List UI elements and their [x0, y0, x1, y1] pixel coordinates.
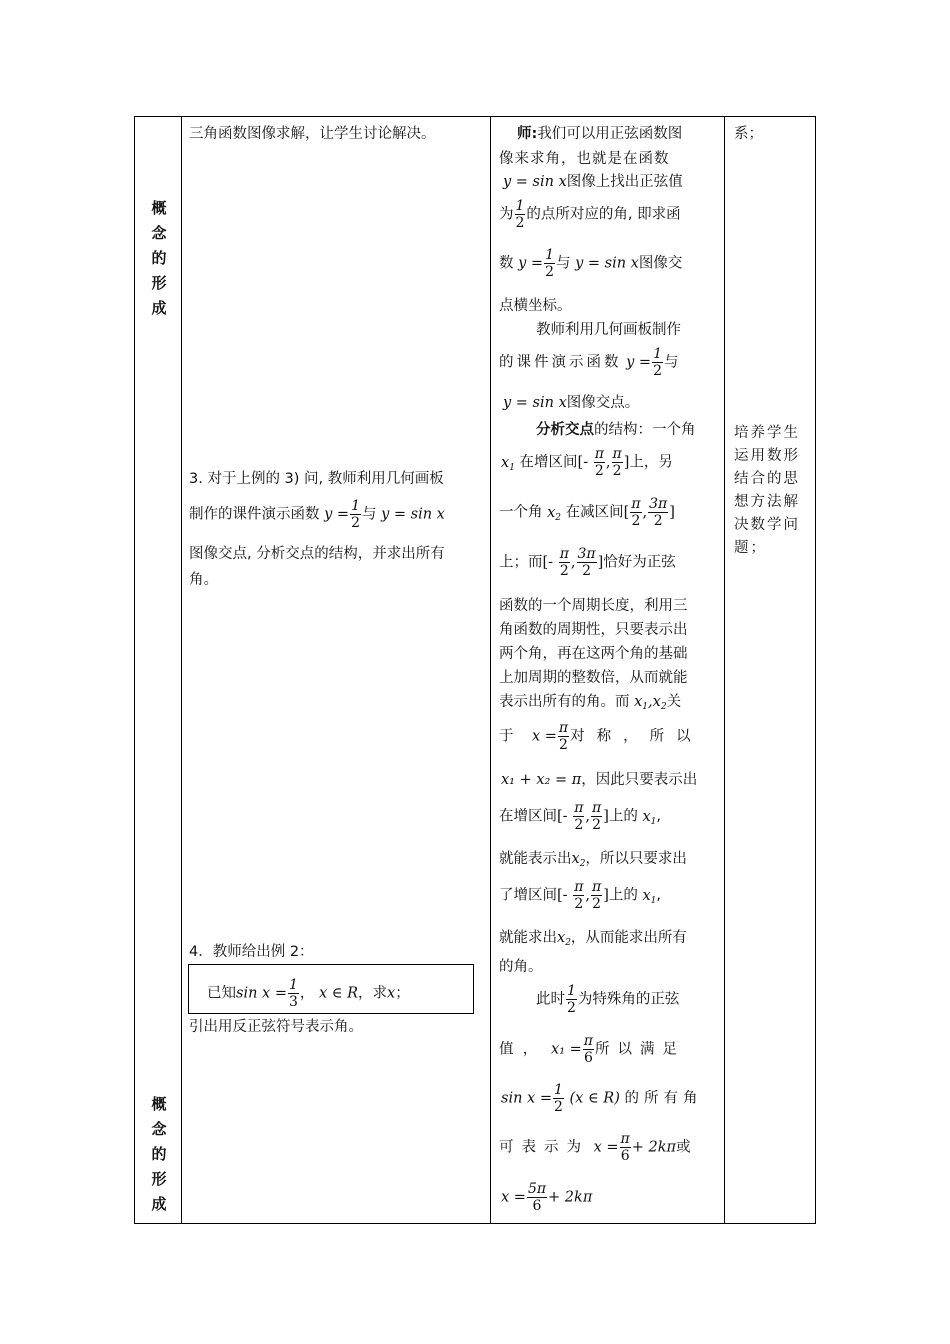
fraction-one-half: $\frac{1}{2}$: [351, 498, 360, 531]
special-line3: sin x = $\frac{1}{2}$ (x ∈ R) 的所有角: [501, 1082, 703, 1115]
table-border-top: [134, 116, 816, 117]
table-divider-1: [181, 116, 182, 1224]
stage-label-bottom: 概 念 的 形 成: [151, 1095, 167, 1213]
special-line2: 值 ， x₁ = $\frac{\pi}{6}$ 所以满足: [499, 1033, 685, 1066]
analysis-line2: $x_1$ 在增区间[- $\frac{\pi}{2}$ , $\frac{\pi}{2}$ ]上，另: [501, 446, 673, 479]
analysis-line14: 了增区间[- $\frac{\pi}{2}$ , $\frac{\pi}{2}$ ]上的 $x_1$,: [499, 879, 662, 912]
analysis-line13: 就能表示出$x_2$，所以只要求出: [499, 851, 687, 869]
stage-label-top: 概 念 的 形 成: [151, 199, 167, 317]
teacher-p1-line6: 点横坐标。: [499, 298, 572, 314]
teacher-p1-line5: 数 y = $\frac{1}{2}$ 与 y = sin x图像交: [499, 247, 683, 280]
fraction-one-third: $\frac{1}{3}$: [288, 977, 298, 1010]
analysis-line6: 角函数的周期性，只要表示出: [499, 622, 688, 638]
teacher-p1-line4: 为 $\frac{1}{2}$ 的点所对应的角, 即求函: [499, 198, 681, 231]
special-line1: 此时 $\frac{1}{2}$ 为特殊角的正弦: [536, 983, 680, 1016]
item4-heading: 4．教师给出例 2：: [189, 944, 314, 960]
teacher-p2-line2: 的课件演示函数 y = $\frac{1}{2}$ 与: [499, 346, 679, 379]
analysis-line3: 一个角 $x_2$ 在减区间[ $\frac{\pi}{2}$ , $\frac{3\pi}{2}$ ]: [499, 496, 675, 529]
table-border-left: [134, 116, 135, 1224]
table-divider-3: [724, 116, 725, 1224]
analysis-line4: 上；而[- $\frac{\pi}{2}$ , $\frac{3\pi}{2}$ ]恰好为正弦: [499, 546, 676, 579]
table-border-bottom: [134, 1223, 816, 1224]
analysis-line16: 的角。: [499, 959, 543, 975]
item3-line1: 3. 对于上例的 3) 问, 教师利用几何画板: [189, 471, 444, 487]
example2-text: 已知sin x = $\frac{1}{3}$ ， x ∈ R，求x；: [207, 977, 410, 1010]
special-line4: 可表示为 x = $\frac{\pi}{6}$ + 2kπ或: [499, 1131, 691, 1164]
teacher-p1-line3: y = sin x图像上找出正弦值: [503, 174, 683, 190]
teacher-p1-line1: 师:我们可以用正弦函数图: [517, 126, 683, 142]
item3-line4: 角。: [189, 572, 218, 588]
teacher-p2-line1: 教师利用几何画板制作: [536, 322, 681, 338]
table-border-right: [815, 116, 816, 1224]
item4-tail: 引出用反正弦符号表示角。: [189, 1019, 363, 1035]
analysis-line8: 上加周期的整数倍，从而就能: [499, 670, 688, 686]
special-line5: x = $\frac{5\pi}{6}$ + 2kπ: [501, 1181, 593, 1214]
analysis-line7: 两个角，再在这两个角的基础: [499, 646, 688, 662]
analysis-line10: 于 x = $\frac{\pi}{2}$ 对称，所以: [499, 720, 703, 753]
analysis-line5: 函数的一个周期长度，利用三: [499, 598, 688, 614]
item3-line2: 制作的课件演示函数 y = $\frac{1}{2}$ 与 y = sin x: [189, 498, 445, 531]
teacher-p1-line2: 像来求角，也就是在函数: [499, 151, 670, 167]
col4-top: 系；: [734, 126, 763, 142]
col4-goal: 培养学生 运用数形 结合的思 想方法解 决数学问 题；: [734, 425, 800, 556]
table-divider-2: [490, 116, 491, 1224]
analysis-line15: 就能求出$x_2$，从而能求出所有: [499, 930, 687, 948]
analysis-line12: 在增区间[- $\frac{\pi}{2}$ , $\frac{\pi}{2}$ ]上的 $x_1$,: [499, 800, 662, 833]
teacher-p2-line3: y = sin x图像交点。: [503, 395, 640, 411]
item3-line3: 图像交点, 分析交点的结构，并求出所有: [189, 546, 445, 562]
col2-intro: 三角函数图像求解，让学生讨论解决。: [189, 126, 436, 142]
analysis-line1: 分析交点的结构：一个角: [536, 422, 696, 438]
analysis-line11: x₁ + x₂ = π，因此只要表示出: [501, 772, 698, 788]
analysis-line9: 表示出所有的角。而 $x_1,x_2$关: [499, 694, 682, 712]
